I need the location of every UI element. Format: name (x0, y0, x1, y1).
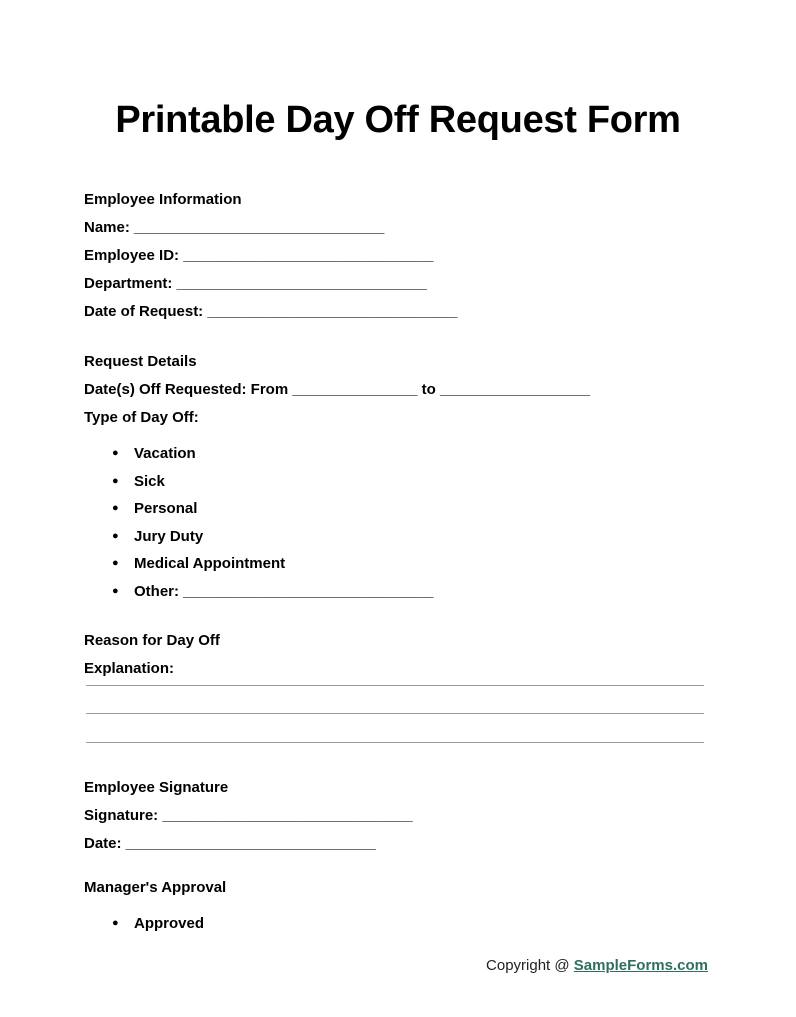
label-type-of-day-off: Type of Day Off: (84, 409, 199, 426)
spacer-after-employee-signature (84, 858, 724, 874)
list-item[interactable]: ● Jury Duty (112, 523, 724, 551)
section-reason (84, 627, 724, 683)
field-signature-date[interactable]: Date: ______________________________ (84, 835, 376, 852)
section-employee-information (84, 186, 724, 326)
spacer-after-request-details (84, 605, 724, 627)
field-dates-off-requested[interactable]: Date(s) Off Requested: From _______________ to __________________ (84, 381, 591, 398)
section-heading-reason: Reason for Day Off (84, 632, 220, 649)
section-heading-employee-signature: Employee Signature (84, 779, 229, 796)
field-department[interactable]: Department: ______________________________ (84, 275, 427, 292)
field-name[interactable]: Name: ______________________________ (84, 219, 385, 236)
list-item[interactable]: ● Sick (112, 468, 724, 496)
form-body-lower (84, 774, 724, 938)
list-manager-approval-options (84, 910, 724, 938)
section-employee-signature (84, 774, 724, 858)
list-item[interactable]: ● Personal (112, 495, 724, 523)
list-day-off-types (84, 440, 724, 605)
list-item[interactable]: ● Vacation (112, 440, 724, 468)
section-request-details (84, 348, 724, 605)
section-heading-employee-information: Employee Information (84, 191, 242, 208)
field-date-of-request[interactable]: Date of Request: ______________________________ (84, 303, 458, 320)
list-item-other[interactable]: ● Other: ______________________________ (112, 578, 724, 606)
explanation-write-line-3[interactable] (86, 742, 704, 743)
copyright-text: Copyright @ (486, 957, 574, 974)
list-item[interactable]: ● Medical Appointment (112, 550, 724, 578)
section-heading-request-details: Request Details (84, 353, 197, 370)
footer-copyright (0, 957, 796, 974)
page-title: Printable Day Off Request Form (115, 99, 681, 142)
section-manager-approval (84, 874, 724, 938)
explanation-write-line-2[interactable] (86, 713, 704, 714)
label-explanation: Explanation: (84, 660, 175, 677)
list-item-approved[interactable]: ● Approved (112, 910, 724, 938)
explanation-write-line-1[interactable] (86, 685, 704, 686)
field-employee-id[interactable]: Employee ID: ______________________________ (84, 247, 434, 264)
field-signature[interactable]: Signature: ______________________________ (84, 807, 413, 824)
sampleforms-link[interactable]: SampleForms.com (573, 957, 708, 974)
form-body (84, 186, 724, 683)
section-heading-manager-approval: Manager's Approval (84, 879, 227, 896)
spacer-after-employee-information (84, 326, 724, 348)
